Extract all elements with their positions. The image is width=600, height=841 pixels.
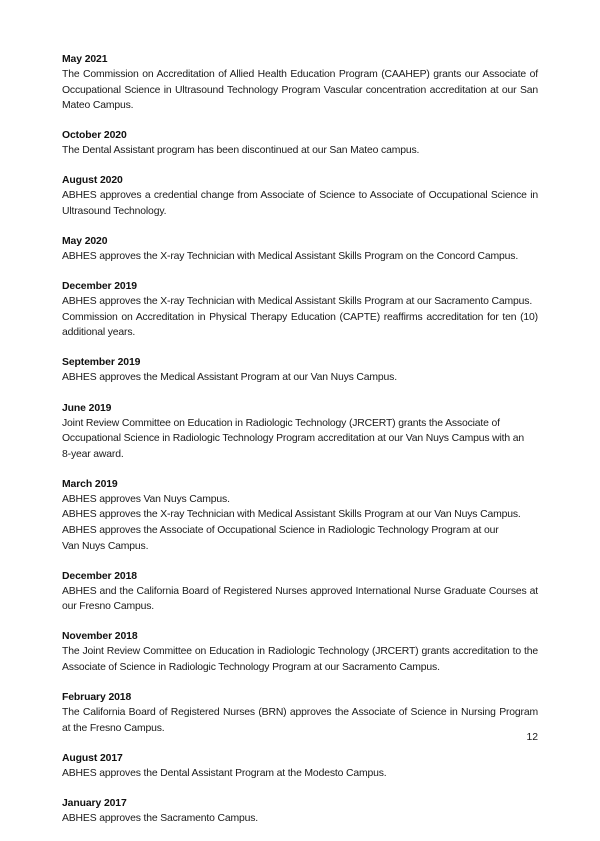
- timeline-entry-may-2020: [62, 234, 538, 265]
- entry-date: June 2019: [62, 402, 112, 414]
- entry-date: May 2021: [62, 54, 108, 65]
- timeline-entry-august-2017: [62, 751, 538, 782]
- entry-text: The California Board of Registered Nurses (BRN) approves the Associate of Science in Nursing Program at the Fresno Campus.: [62, 707, 538, 734]
- timeline-entry-june-2019: [62, 401, 538, 463]
- entry-text: ABHES approves the X-ray Technician with Medical Assistant Skills Program at our Sacramento Campus.: [62, 296, 533, 308]
- entry-text: The Commission on Accreditation of Allied Health Education Program (CAAHEP) grants our Associate of Occupational Science in Ultrasound Technology Program Vascular concentration accreditation at our San Mateo Campus.: [62, 69, 538, 112]
- timeline-entry-september-2019: [62, 355, 538, 386]
- entry-text: ABHES approves the Dental Assistant Program at the Modesto Campus.: [62, 767, 387, 779]
- timeline-entry-march-2019: [62, 477, 538, 554]
- entry-date: September 2019: [62, 357, 141, 369]
- entry-date: August 2020: [62, 175, 123, 187]
- accreditation-timeline: [62, 52, 538, 841]
- entry-text: ABHES approves Van Nuys Campus.: [62, 493, 230, 505]
- entry-text: ABHES approves the Sacramento Campus.: [62, 812, 259, 824]
- entry-text: The Joint Review Committee on Education in Radiologic Technology (JRCERT) grants accreditation to the Associate of Science in Radiologic Technology Program at our Sacramento Campus.: [62, 646, 538, 673]
- timeline-entry-october-2020: [62, 128, 538, 159]
- entry-date: December 2018: [62, 570, 137, 582]
- entry-text: ABHES approves the Medical Assistant Program at our Van Nuys Campus.: [62, 372, 397, 384]
- timeline-entry-november-2018: [62, 629, 538, 675]
- entry-text: ABHES approves a credential change from Associate of Science to Associate of Occupational Science in Ultrasound Technology.: [62, 190, 538, 217]
- entry-date: November 2018: [62, 631, 138, 643]
- page-number: 12: [526, 732, 538, 743]
- entry-date: March 2019: [62, 478, 118, 490]
- entry-text: Joint Review Committee on Education in Radiologic Technology (JRCERT) grants the Associate of Occupational Science in Radiologic Technology Program accreditation at our Van Nuys Campus with an 8-year award.: [62, 417, 524, 460]
- timeline-entry-january-2017: [62, 796, 538, 827]
- entry-date: October 2020: [62, 130, 127, 142]
- timeline-entry-august-2020: [62, 173, 538, 219]
- timeline-entry-february-2018: [62, 690, 538, 736]
- timeline-entry-december-2019: [62, 279, 538, 341]
- entry-text: The Dental Assistant program has been discontinued at our San Mateo campus.: [62, 145, 420, 157]
- timeline-entry-may-2021: [62, 52, 538, 114]
- entry-text: ABHES and the California Board of Registered Nurses approved International Nurse Graduate Courses at our Fresno Campus.: [62, 585, 538, 613]
- entry-text: ABHES approves the X-ray Technician with Medical Assistant Skills Program on the Concord Campus.: [62, 251, 519, 263]
- entry-date: January 2017: [62, 797, 127, 809]
- entry-date: May 2020: [62, 236, 108, 248]
- entry-text: ABHES approves the X-ray Technician with Medical Assistant Skills Program at our Van Nuys Campus.: [62, 509, 521, 521]
- entry-text: ABHES approves the Associate of Occupational Science in Radiologic Technology Program at our Van Nuys Campus.: [62, 525, 499, 552]
- timeline-entry-december-2018: [62, 569, 538, 615]
- entry-text: Commission on Accreditation in Physical Therapy Education (CAPTE) reaffirms accreditation for ten (10) additional years.: [62, 311, 538, 339]
- entry-date: December 2019: [62, 281, 137, 293]
- entry-date: August 2017: [62, 752, 123, 764]
- entry-date: February 2018: [62, 692, 132, 704]
